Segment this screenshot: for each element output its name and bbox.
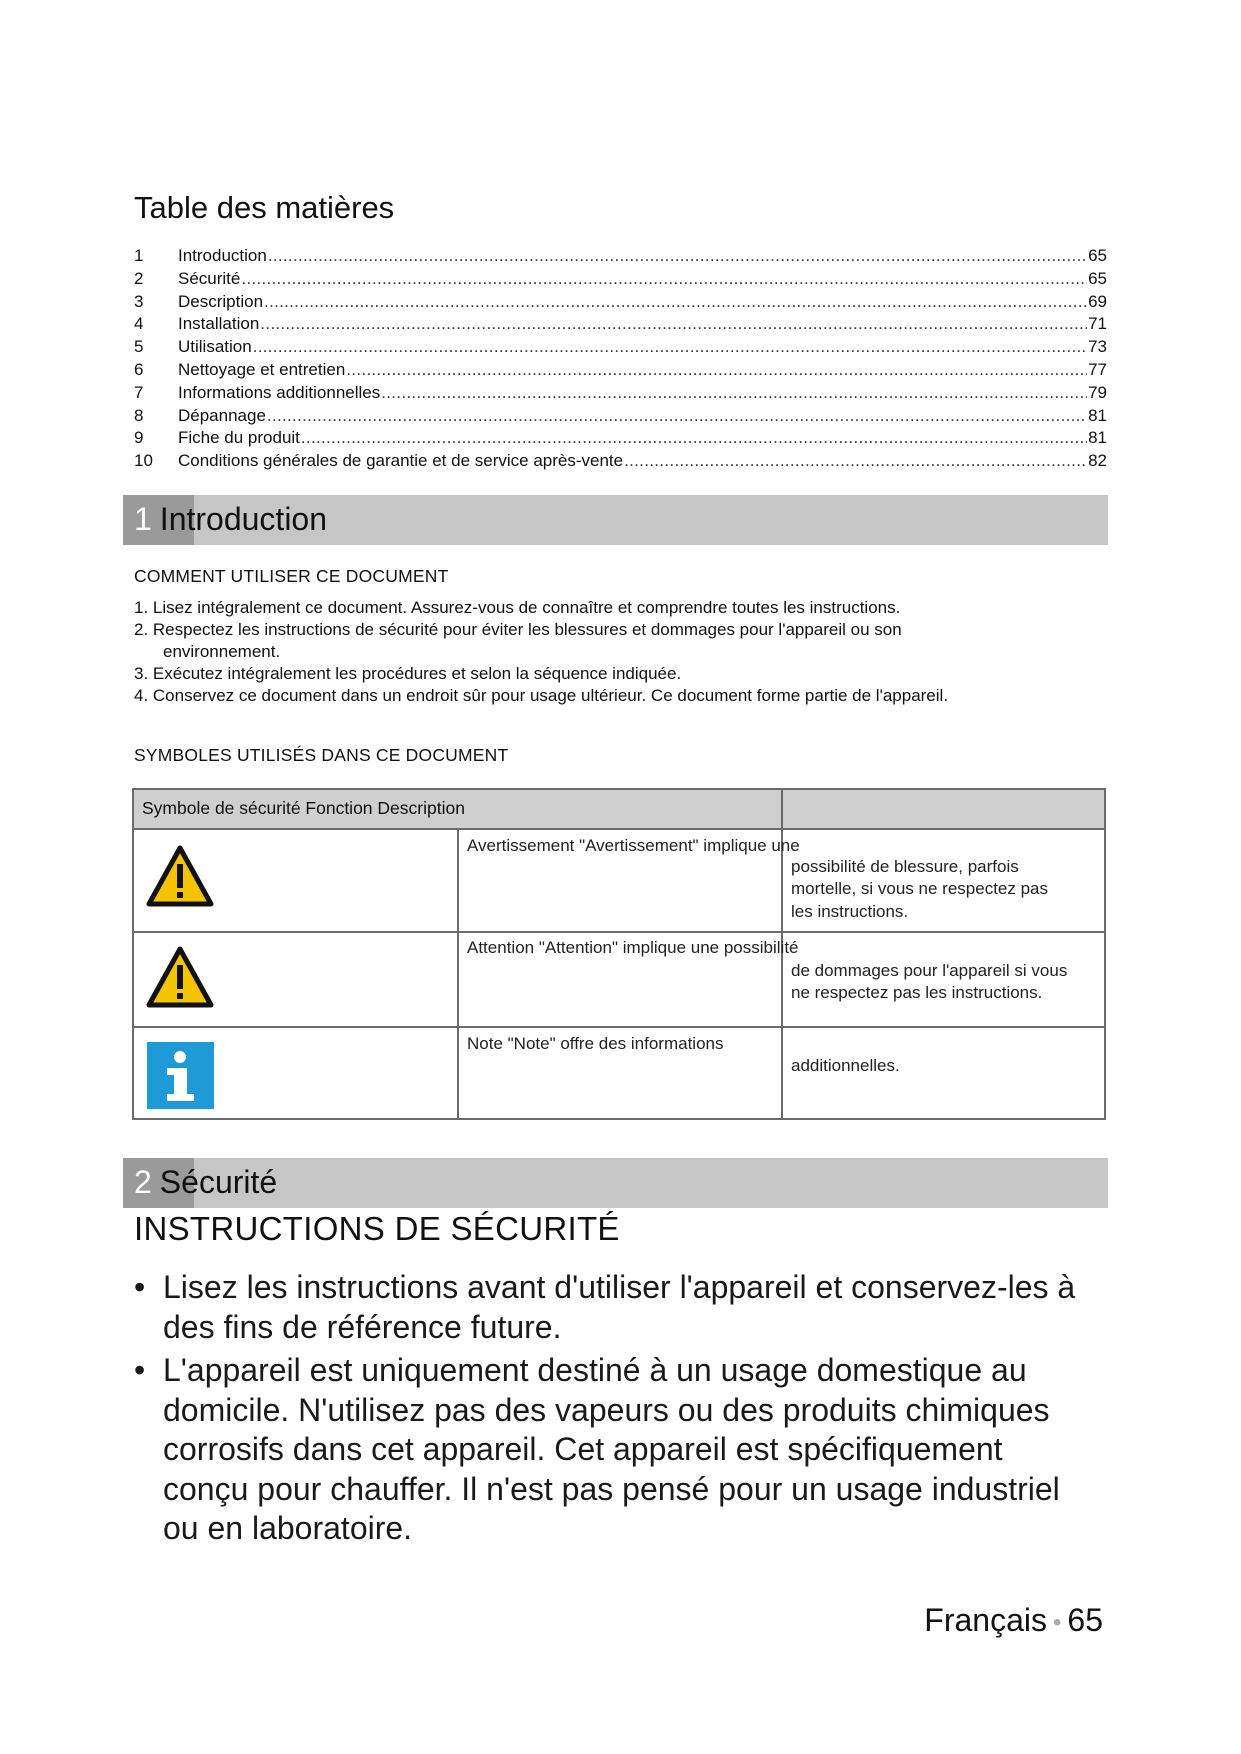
toc-entry-label: Introduction — [178, 246, 267, 265]
symbols-heading: SYMBOLES UTILISÉS DANS CE DOCUMENT — [134, 745, 509, 765]
table-row-function: Avertissement "Avertissement" implique une — [467, 836, 800, 855]
step-item: 1. Lisez intégralement ce document. Assurez-vous de connaître et comprendre toutes les instructions. — [134, 598, 901, 617]
howto-heading: COMMENT UTILISER CE DOCUMENT — [134, 566, 449, 586]
toc-entry[interactable] — [134, 382, 1107, 405]
toc-entry[interactable] — [134, 359, 1107, 382]
table-row-description: ne respectez pas les instructions. — [791, 983, 1043, 1002]
toc-leader-dots — [267, 405, 1087, 428]
toc-entry-label: Nettoyage et entretien — [178, 359, 346, 379]
toc-entry-number: 9 — [134, 428, 144, 448]
table-row-description: possibilité de blessure, parfois — [791, 857, 1019, 876]
toc-entry[interactable] — [134, 405, 1107, 428]
toc-entry-number: 1 — [134, 246, 144, 265]
section-number: 1 — [134, 501, 152, 537]
table-of-contents — [134, 245, 1107, 473]
toc-title: Table des matières — [134, 190, 395, 225]
bullet-icon: • — [134, 1269, 146, 1305]
table-row-description: les instructions. — [791, 902, 909, 921]
toc-entry-label: Installation — [178, 314, 260, 334]
symbols-table — [132, 788, 1106, 1120]
toc-entry-number: 2 — [134, 268, 144, 288]
safety-bullet-list — [134, 1268, 1114, 1553]
footer-separator-dot: • — [1053, 1608, 1062, 1636]
toc-entry-label: Conditions générales de garantie et de service après-vente — [178, 451, 624, 471]
bullet-line: corrosifs dans cet appareil. Cet appareil est spécifiquement — [163, 1431, 1003, 1467]
table-row-description: additionnelles. — [791, 1056, 900, 1075]
section-number: 2 — [134, 1164, 152, 1200]
toc-leader-dots — [264, 291, 1087, 314]
toc-entry-number: 7 — [134, 382, 144, 402]
table-row-description: mortelle, si vous ne respectez pas — [791, 879, 1049, 898]
toc-leader-dots — [253, 336, 1087, 359]
toc-entry-number: 8 — [134, 405, 144, 425]
bullet-line: conçu pour chauffer. Il n'est pas pensé pour un usage industriel — [163, 1470, 1060, 1507]
step-item: 3. Exécutez intégralement les procédures et selon la séquence indiquée. — [134, 664, 682, 683]
step-item: 2. Respectez les instructions de sécurité pour éviter les blessures et dommages pour l'appareil ou son — [134, 620, 902, 639]
bullet-line: domicile. N'utilisez pas des vapeurs ou des produits chimiques — [163, 1391, 1050, 1428]
toc-leader-dots — [381, 382, 1087, 405]
bullet-line: des fins de référence future. — [163, 1308, 562, 1345]
toc-entry-page: 82 — [1088, 451, 1107, 471]
toc-entry-page: 65 — [1088, 268, 1107, 288]
table-row-function: Note "Note" offre des informations — [467, 1034, 724, 1053]
table-header-row — [134, 790, 1104, 830]
safety-instructions-title: INSTRUCTIONS DE SÉCURITÉ — [134, 1210, 620, 1247]
section-header-introduction — [123, 495, 1108, 545]
warning-triangle-icon — [146, 845, 214, 912]
toc-leader-dots — [624, 450, 1087, 473]
toc-entry-label: Informations additionnelles — [178, 382, 381, 402]
toc-leader-dots — [301, 427, 1087, 450]
toc-leader-dots — [260, 313, 1087, 336]
usage-steps — [134, 597, 1094, 707]
bullet-line: L'appareil est uniquement destiné à un usage domestique au — [163, 1352, 1027, 1388]
toc-entry[interactable] — [134, 313, 1107, 336]
toc-entry-page: 79 — [1088, 382, 1107, 402]
table-row-function: Attention "Attention" implique une possibilité — [467, 938, 799, 957]
toc-entry-number: 4 — [134, 314, 144, 334]
list-item — [134, 1268, 1114, 1347]
table-row-description: de dommages pour l'appareil si vous — [791, 961, 1068, 980]
bullet-icon: • — [134, 1352, 146, 1388]
page-footer — [924, 1602, 1103, 1639]
warning-triangle-icon — [146, 946, 214, 1013]
column-divider — [457, 830, 459, 1120]
toc-entry-page: 71 — [1088, 314, 1107, 334]
toc-entry-label: Fiche du produit — [178, 428, 300, 448]
list-item — [134, 1351, 1114, 1549]
toc-entry-number: 6 — [134, 359, 144, 379]
toc-leader-dots — [268, 245, 1087, 268]
toc-entry-page: 77 — [1088, 359, 1107, 379]
toc-entry[interactable] — [134, 427, 1107, 450]
info-icon — [147, 1042, 214, 1114]
toc-entry[interactable] — [134, 450, 1107, 473]
section-header-securite — [123, 1158, 1108, 1208]
toc-entry-page: 73 — [1088, 337, 1107, 357]
bullet-line: ou en laboratoire. — [163, 1510, 413, 1546]
toc-entry-page: 81 — [1088, 428, 1107, 448]
step-item-continuation: environnement. — [163, 642, 281, 661]
toc-leader-dots — [346, 359, 1087, 382]
step-item: 4. Conservez ce document dans un endroit sûr pour usage ultérieur. Ce document forme partie de l'appareil. — [134, 686, 949, 705]
toc-entry-number: 3 — [134, 291, 144, 311]
row-divider — [134, 931, 1104, 933]
toc-entry[interactable] — [134, 268, 1107, 291]
section-title: Introduction — [159, 501, 328, 537]
toc-entry[interactable] — [134, 245, 1107, 268]
toc-entry[interactable] — [134, 291, 1107, 314]
row-divider — [134, 1026, 1104, 1028]
toc-entry-label: Sécurité — [178, 268, 241, 288]
footer-page-number: 65 — [1067, 1602, 1103, 1638]
toc-entry-label: Description — [178, 291, 264, 311]
toc-entry-number: 5 — [134, 337, 144, 357]
toc-entry-label: Utilisation — [178, 337, 252, 357]
toc-entry-page: 65 — [1088, 246, 1107, 265]
toc-entry-label: Dépannage — [178, 405, 266, 425]
table-header-text: Symbole de sécurité Fonction Description — [142, 798, 465, 818]
toc-leader-dots — [241, 268, 1087, 291]
toc-entry[interactable] — [134, 336, 1107, 359]
footer-language: Français — [924, 1602, 1047, 1638]
section-title: Sécurité — [159, 1164, 278, 1200]
toc-entry-page: 69 — [1088, 291, 1107, 311]
bullet-line: Lisez les instructions avant d'utiliser l'appareil et conservez-les à — [163, 1269, 1076, 1305]
toc-entry-page: 81 — [1088, 405, 1107, 425]
toc-entry-number: 10 — [134, 451, 153, 471]
